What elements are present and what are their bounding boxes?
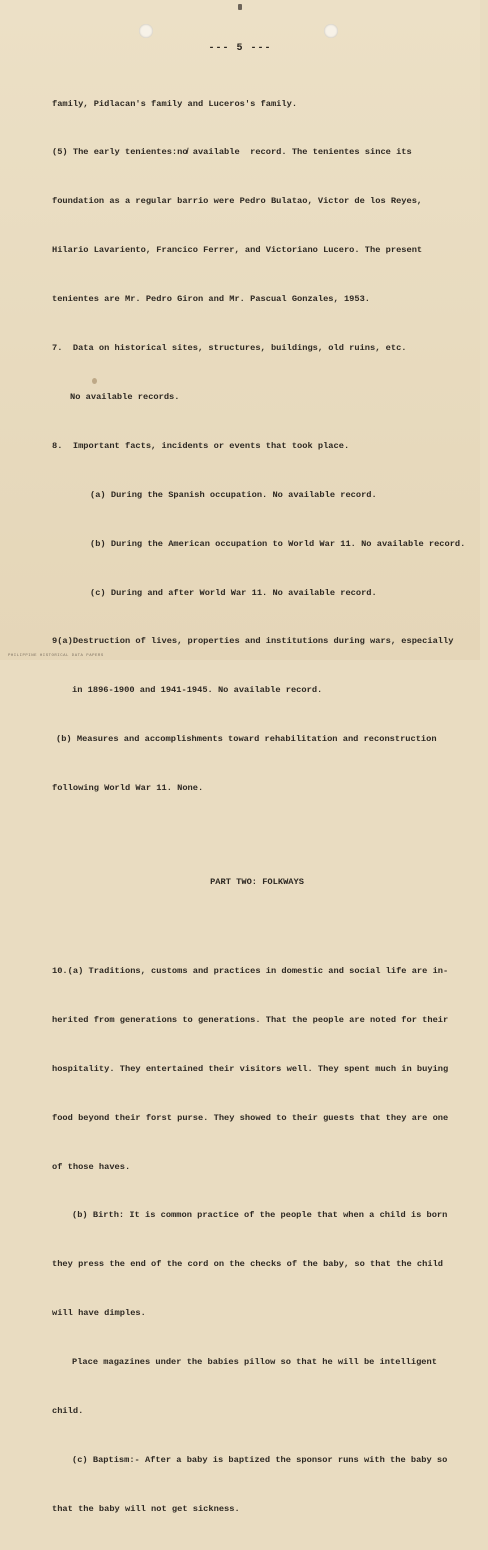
- section-title: PART TWO: FOLKWAYS: [210, 876, 304, 887]
- binding-mark: [238, 4, 242, 10]
- text-line: (b) Measures and accomplishments toward rehabilitation and reconstruction: [56, 734, 437, 745]
- text-line: No available records.: [70, 391, 180, 402]
- text-line: following World War 11. None.: [52, 783, 204, 794]
- text-line: 8. Important facts, incidents or events that took place.: [52, 440, 350, 451]
- footer-imprint: PHILIPPINE HISTORICAL DATA PAPERS: [8, 654, 104, 658]
- text-line: in 1896-1900 and 1941-1945. No available record.: [72, 685, 323, 696]
- text-line: 10.(a) Traditions, customs and practices in domestic and social life are in-: [52, 966, 449, 977]
- text-line: food beyond their forst purse. They showed to their guests that they are one: [52, 1112, 449, 1123]
- text-line: family, Pidlacan's family and Luceros's family.: [52, 98, 298, 109]
- page-number: --- 5 ---: [208, 43, 272, 54]
- document-body: [52, 63, 466, 1550]
- text-line: (b) Birth: It is common practice of the people that when a child is born: [72, 1210, 448, 1221]
- text-line: (c) Baptism:- After a baby is baptized the sponsor runs with the baby so: [72, 1454, 448, 1465]
- text-line: they press the end of the cord on the checks of the baby, so that the child: [52, 1259, 444, 1270]
- text-line: Place magazines under the babies pillow so that he will be intelligent: [72, 1357, 437, 1368]
- text-line: tenientes are Mr. Pedro Giron and Mr. Pascual Gonzales, 1953.: [52, 294, 371, 305]
- text-line: 7. Data on historical sites, structures, buildings, old ruins, etc.: [52, 343, 407, 354]
- text-line: 9(a)Destruction of lives, properties and institutions during wars, especially: [52, 636, 454, 647]
- punch-hole-right: [324, 24, 338, 38]
- text-line: child.: [52, 1406, 84, 1417]
- text-line: foundation as a regular barrio were Pedro Bulatao, Victor de los Reyes,: [52, 196, 423, 207]
- text-line: will have dimples.: [52, 1308, 146, 1319]
- text-line: (b) During the American occupation to World War 11. No available record.: [90, 538, 466, 549]
- text-line: that the baby will not get sickness.: [52, 1503, 240, 1514]
- text-line: Hilario Lavariento, Francico Ferrer, and Victoriano Lucero. The present: [52, 245, 423, 256]
- ink-blot: [92, 378, 97, 384]
- text-line: herited from generations to generations. That the people are noted for their: [52, 1014, 449, 1025]
- text-line: (5) The early tenientes:no̸ available record. The tenientes since its: [52, 147, 412, 158]
- text-line: (a) During the Spanish occupation. No available record.: [90, 489, 377, 500]
- text-line: (c) During and after World War 11. No available record.: [90, 587, 377, 598]
- text-line: of those haves.: [52, 1161, 131, 1172]
- text-line: hospitality. They entertained their visitors well. They spent much in buying: [52, 1063, 449, 1074]
- punch-hole-left: [139, 24, 153, 38]
